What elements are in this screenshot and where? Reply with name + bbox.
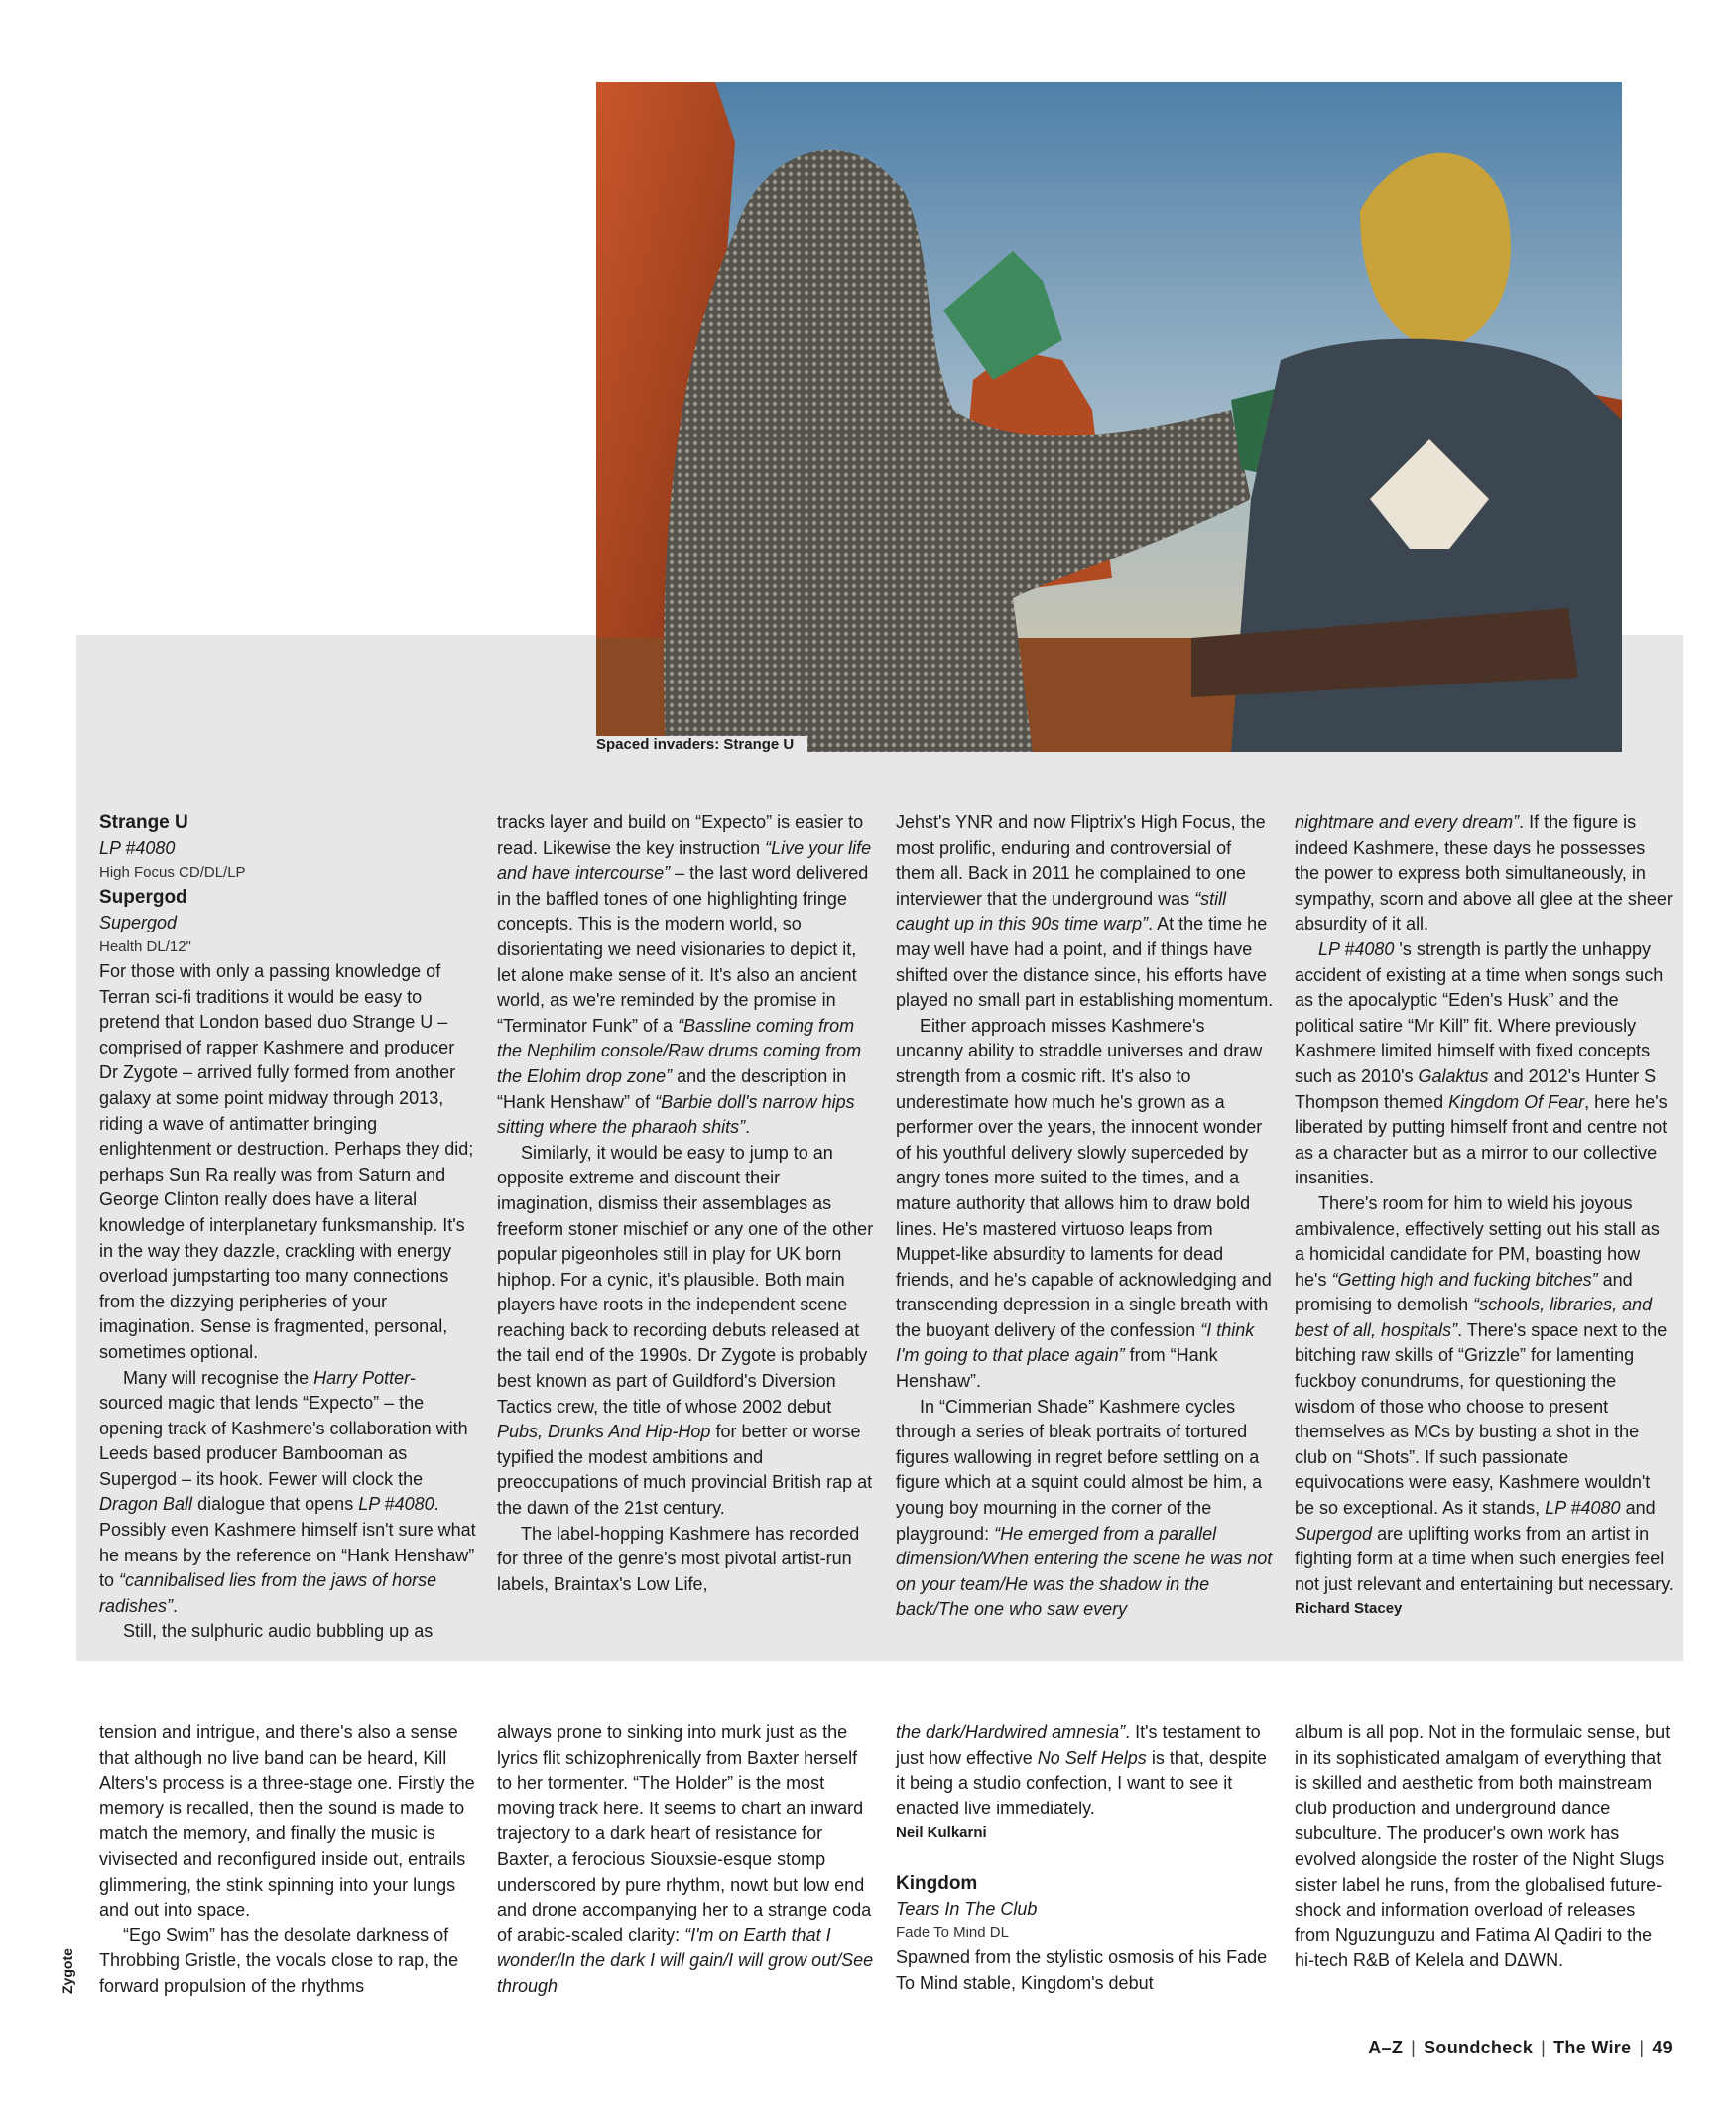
body-paragraph: For those with only a passing knowledge of Terran sci-fi traditions it would be easy to pretend that London based duo Strange U – comprised of rapper Kashmere and producer Dr Zygote – arrived fully formed from another galaxy at some point midway through 2013, riding a wave of antimatter bringing enlightenment or destruction. Perhaps they did; perhaps Sun Ra really was from Saturn and George Clinton really does have a literal knowledge of interplanetary funksmanship. It's in the way they dazzle, crackling with energy overload jumpstarting too many connections from the dizzying peripheries of your imagination. Sense is fragmented, personal, sometimes optional. <box>99 961 474 1362</box>
bottom-column-1 <box>99 1720 478 2000</box>
footer-section: A–Z <box>1368 2038 1404 2057</box>
bottom-column-3 <box>896 1720 1275 1997</box>
release-format: High Focus CD/DL/LP <box>99 864 246 881</box>
release-format: Health DL/12" <box>99 938 191 955</box>
body-paragraph: the dark/Hardwired amnesia”. It's testament to just how effective No Self Helps is that, despite it being a studio confection, I want to see it enacted live immediately. <box>896 1722 1267 1818</box>
body-paragraph: Jehst's YNR and now Fliptrix's High Focus, the most prolific, enduring and controversial of them all. Back in 2011 he complained to one interviewer that the underground was “still caught up in this 90s time warp”. At the time he may well have had a point, and if things have shifted over the distance since, his efforts have played no small part in establishing momentum. <box>896 812 1274 1011</box>
reviewer-byline: Neil Kulkarni <box>896 1824 987 1842</box>
artist-name: Kingdom <box>896 1873 978 1895</box>
body-paragraph: There's room for him to wield his joyous ambivalence, effectively setting out his stall as a homicidal candidate for PM, boasting how he's “Getting high and fucking bitches” and promising to demolish “schools, libraries, and best of all, hospitals”. There's space next to the bitching raw skills of “Grizzle” for lamenting fuckboy conundrums, for questioning the wisdom of those who choose to present themselves as MCs by busting a shot in the club on “Shots”. If such passionate equivocations were easy, Kashmere wouldn't be so exceptional. As it stands, LP #4080 and Supergod are uplifting works from an artist in fighting form at a time when such energies feel not just relevant and entertaining but necessary. <box>1295 1192 1674 1594</box>
body-paragraph: Many will recognise the Harry Potter-sourced magic that lends “Expecto” – the opening track of Kashmere's collaboration with Leeds based producer Bambooman as Supergod – its hook. Fewer will clock the Dragon Ball dialogue that opens LP #4080. Possibly even Kashmere himself isn't sure what he means by the reference on “Hank Henshaw” to “cannibalised lies from the jaws of horse radishes”. <box>99 1367 476 1616</box>
bottom-column-4 <box>1295 1720 1674 1974</box>
artist-name: Supergod <box>99 887 187 908</box>
body-paragraph: The label-hopping Kashmere has recorded for three of the genre's most pivotal artist-run labels, Braintax's Low Life, <box>497 1523 860 1594</box>
review-column-3 <box>896 810 1275 1623</box>
feature-photo <box>596 82 1622 752</box>
footer-subsection: Soundcheck <box>1424 2038 1534 2057</box>
body-paragraph: Still, the sulphuric audio bubbling up as <box>123 1621 434 1642</box>
body-paragraph: LP #4080 's strength is partly the unhappy accident of existing at a time when songs such as the apocalyptic “Eden's Husk” and the political satire “Mr Kill” fit. Where previously Kashmere limited himself with fixed concepts such as 2010's Galaktus and 2012's Hunter S Thompson themed Kingdom Of Fear, here he's liberated by putting himself front and centre not as a character but as a mirror to our collective insanities. <box>1295 938 1668 1188</box>
body-paragraph: tracks layer and build on “Expecto” is easier to read. Likewise the key instruction “Live your life and have intercourse” – the last word delivered in the baffled tones of one highlighting fringe concepts. This is the modern world, so disorientating we need visionaries to depict it, let alone make sense of it. It's also an ancient world, as we're reminded by the promise in “Terminator Funk” of a “Bassline coming from the Nephilim console/Raw drums coming from the Elohim drop zone” and the description in “Hank Henshaw” of “Barbie doll's narrow hips sitting where the pharaoh shits”. <box>497 812 872 1138</box>
photo-caption: Spaced invaders: Strange U <box>596 736 807 753</box>
page-footer: A–Z | Soundcheck | The Wire | 49 <box>1368 2038 1673 2057</box>
review-column-4 <box>1295 810 1674 1621</box>
body-paragraph: In “Cimmerian Shade” Kashmere cycles through a series of bleak portraits of tortured figures wallowing in regret before settling on a figure which at a squint could almost be him, a young boy mourning in the corner of the playground: “He emerged from a parallel dimension/When entering the scene he was not on your team/He was the shadow in the back/The one who saw every <box>896 1396 1273 1620</box>
bottom-column-2 <box>497 1720 876 2000</box>
body-paragraph: Spawned from the stylistic osmosis of his Fade To Mind stable, Kingdom's debut <box>896 1947 1268 1993</box>
album-title: LP #4080 <box>99 838 176 858</box>
artist-name: Strange U <box>99 812 188 833</box>
body-paragraph: nightmare and every dream”. If the figure is indeed Kashmere, these days he possesses the power to express both simultaneously, in sympathy, scorn and above all glee at the sheer absurdity of it all. <box>1295 812 1673 934</box>
photo-illustration <box>596 82 1622 752</box>
footer-magazine: The Wire <box>1553 2038 1632 2057</box>
body-paragraph: tension and intrigue, and there's also a sense that although no live band can be heard, Kill Alters's process is a three-stage one. Firstly the memory is recalled, then the sound is made to match the memory, and finally the music is vivisected and reconfigured inside out, entrails glimmering, the stink spinning into your lungs and out into space. <box>99 1722 475 1921</box>
body-paragraph: album is all pop. Not in the formulaic sense, but in its sophisticated amalgam of everything that is skilled and aesthetic from both mainstream club production and underground dance subculture. The producer's own work has evolved alongside the roster of the Night Slugs sister label he runs, from the globalised future-shock and information overload of releases from Nguzunguzu and Fatima Al Qadiri to the hi-tech R&B of Kelela and DΔWN. <box>1295 1722 1671 1971</box>
reviewer-byline: Richard Stacey <box>1295 1600 1403 1618</box>
release-format: Fade To Mind DL <box>896 1925 1009 1942</box>
side-label: Zygote <box>60 1948 75 1994</box>
body-paragraph: always prone to sinking into murk just as the lyrics flit schizophrenically from Baxter herself to her tormenter. “The Holder” is the most moving track here. It seems to chart an inward trajectory to a dark heart of resistance for Baxter, a ferocious Siouxsie-esque stomp underscored by pure rhythm, nowt but low end and drone accompanying her to a strange coda of arabic-scaled clarity: “I'm on Earth that I wonder/In the dark I will gain/I will grow out/See through <box>497 1722 874 1996</box>
body-paragraph: Similarly, it would be easy to jump to an opposite extreme and discount their imagination, dismiss their assemblages as freeform stoner mischief or any one of the other popular pigeonholes still in play for UK born hiphop. For a cynic, it's plausible. Both main players have roots in the independent scene reaching back to recording debuts released at the tail end of the 1990s. Dr Zygote is probably best known as part of Guildford's Diversion Tactics crew, the title of whose 2002 debut Pubs, Drunks And Hip-Hop for better or worse typified the modest ambitions and preoccupations of much provincial British rap at the dawn of the 21st century. <box>497 1142 874 1519</box>
review-column-1 <box>99 810 478 1645</box>
body-paragraph: Either approach misses Kashmere's uncanny ability to straddle universes and draw strength from a cosmic rift. It's also to underestimate how much he's grown as a performer over the years, the innocent wonder of his youthful delivery slowly superceded by angry tones more suited to the times, and a mature authority that allows him to draw bold lines. He's mastered virtuoso leaps from Muppet-like absurdity to laments for dead friends, and he's capable of acknowledging and transcending depression in a single breath with the buoyant delivery of the confession “I think I'm going to that place again” from “Hank Henshaw”. <box>896 1015 1272 1392</box>
review-column-2 <box>497 810 876 1597</box>
album-title: Tears In The Club <box>896 1899 1038 1920</box>
body-paragraph: “Ego Swim” has the desolate darkness of Throbbing Gristle, the vocals close to rap, the forward propulsion of the rhythms <box>99 1925 459 1996</box>
album-title: Supergod <box>99 913 178 932</box>
page-number: 49 <box>1652 2038 1673 2057</box>
